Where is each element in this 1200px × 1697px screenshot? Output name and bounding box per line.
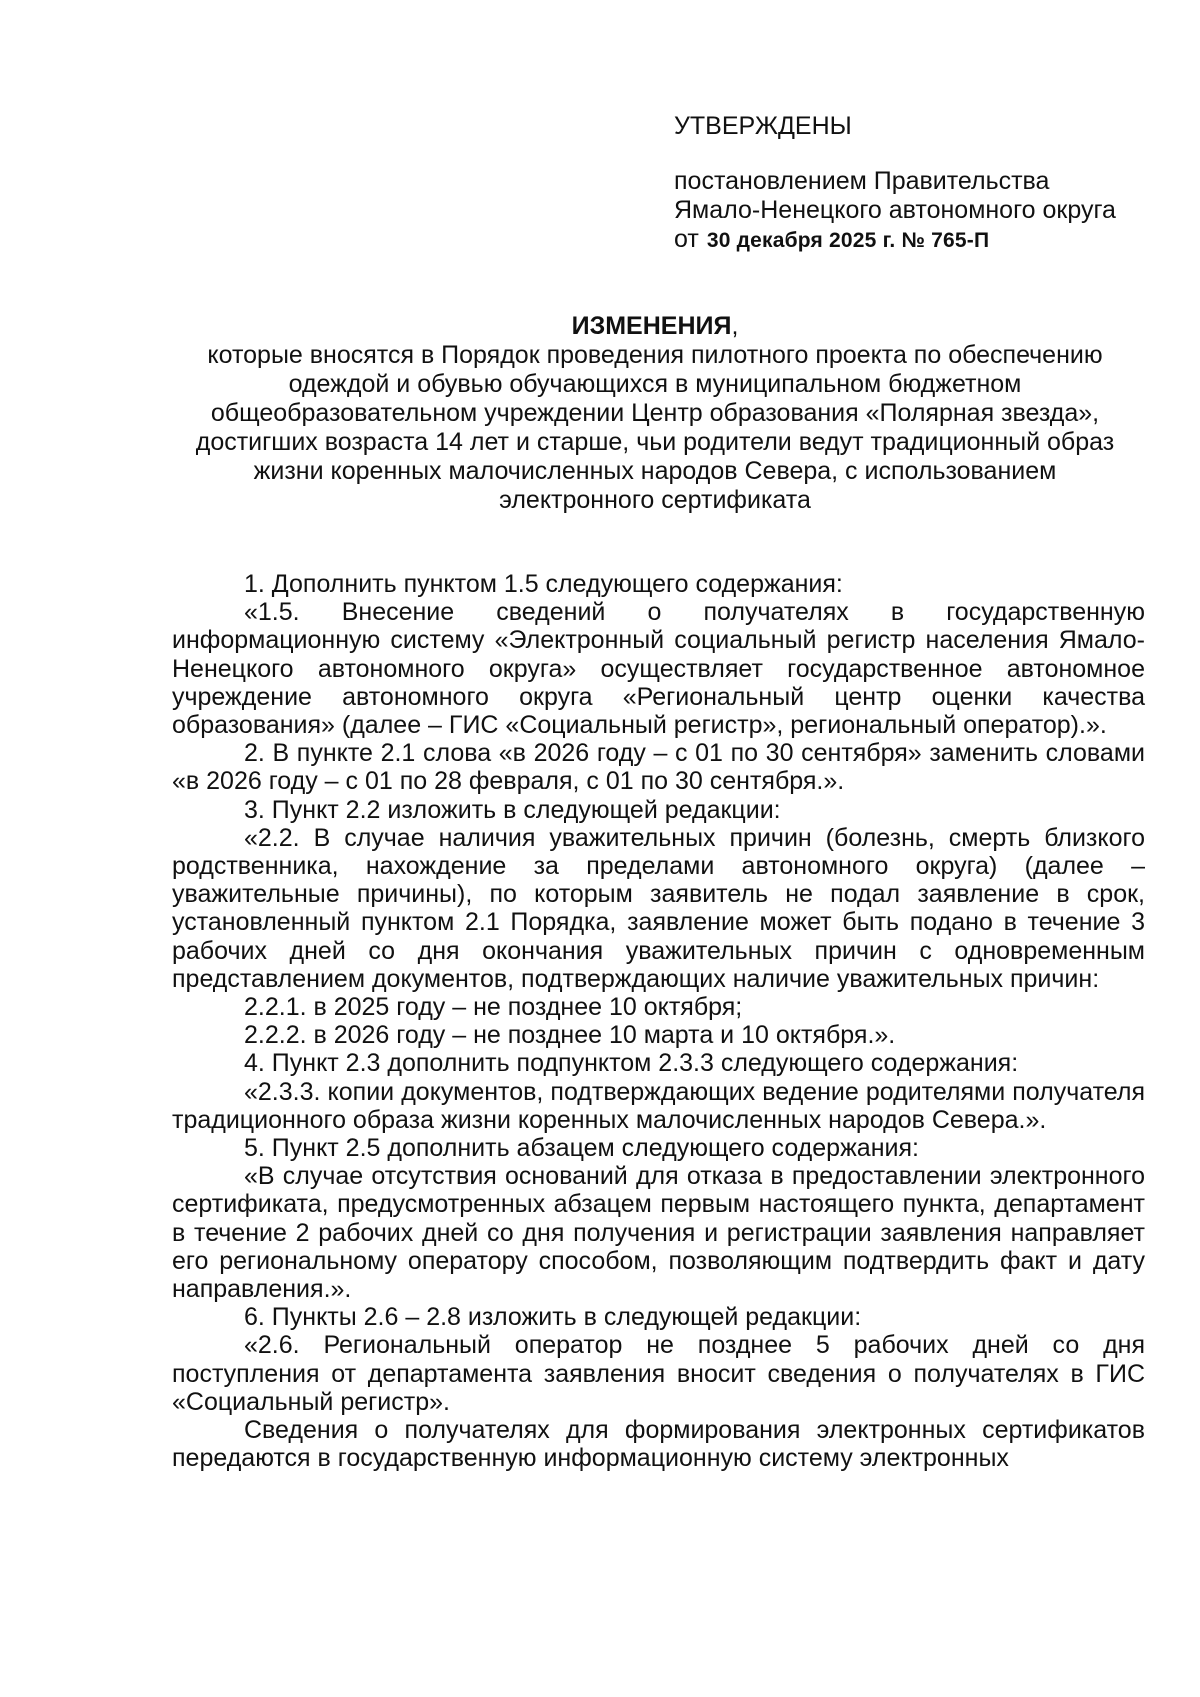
title-line: одеждой и обувью обучающихся в муниципальном бюджетном bbox=[288, 370, 1022, 398]
paragraph: 5. Пункт 2.5 дополнить абзацем следующего содержания: bbox=[244, 1134, 919, 1163]
title-line: достигших возраста 14 лет и старше, чьи родители ведут традиционный образ bbox=[195, 428, 1115, 456]
paragraph: «В случае отсутствия оснований для отказа в предоставлении электронного сертификата, предусмотренных абзацем первым настоящего пункта, департамент в течение 2 рабочих дней со дня получения и регистрации заявления направляет его региональному оператору способом, позволяющим подтвердить факт и дату направления.». bbox=[172, 1162, 1145, 1304]
paragraph: 1. Дополнить пунктом 1.5 следующего содержания: bbox=[244, 570, 843, 598]
paragraph: 4. Пункт 2.3 дополнить подпунктом 2.3.3 следующего содержания: bbox=[244, 1049, 1019, 1078]
title-line: общеобразовательном учреждении Центр образования «Полярная звезда», bbox=[210, 399, 1100, 427]
paragraph: 2. В пункте 2.1 слова «в 2026 году – с 01 по 30 сентября» заменить словами «в 2026 году – с 01 по 28 февраля, с 01 по 30 сентября.». bbox=[172, 739, 1145, 796]
title-heading-line bbox=[160, 312, 1150, 341]
approval-from: от bbox=[674, 225, 699, 253]
title-line: электронного сертификата bbox=[499, 486, 811, 514]
title-comma: , bbox=[731, 312, 739, 340]
paragraph: «2.6. Региональный оператор не позднее 5 рабочих дней со дня поступления от департамента заявления вносит сведения о получателях в ГИС «Социальный регистр». bbox=[172, 1331, 1145, 1416]
paragraph: «2.3.3. копии документов, подтверждающих ведение родителями получателя традиционного образа жизни коренных малочисленных народов Севера.». bbox=[172, 1077, 1145, 1134]
document-body bbox=[172, 570, 1145, 1473]
paragraph: 3. Пункт 2.2 изложить в следующей редакции: bbox=[244, 795, 781, 824]
approval-date-line bbox=[674, 225, 1154, 255]
approval-line-1: постановлением Правительства bbox=[674, 167, 1050, 195]
approval-stamp bbox=[674, 112, 1154, 255]
approval-line-2: Ямало-Ненецкого автономного округа bbox=[674, 196, 1116, 224]
approval-label: УТВЕРЖДЕНЫ bbox=[674, 112, 852, 140]
document-title bbox=[160, 312, 1150, 515]
approval-date-number: 30 декабря 2025 г. № 765-П bbox=[706, 229, 990, 252]
paragraph: «1.5. Внесение сведений о получателях в государственную информационную систему «Электронный социальный регистр населения Ямало-Ненецкого автономного округа» осуществляет государственное автономное учреждение автономного округа «Региональный центр оценки качества образования» (далее – ГИС «Социальный регистр», региональный оператор).». bbox=[172, 598, 1145, 740]
title-line: которые вносятся в Порядок проведения пилотного проекта по обеспечению bbox=[207, 341, 1103, 369]
paragraph: «2.2. В случае наличия уважительных причин (болезнь, смерть близкого родственника, нахождение за пределами автономного округа) (далее – уважительные причины), по которым заявитель не подал заявление в срок, установленный пунктом 2.1 Порядка, заявление может быть подано в течение 3 рабочих дней со дня окончания уважительных причин с одновременным представлением документов, подтверждающих наличие уважительных причин: bbox=[172, 823, 1145, 993]
title-line: жизни коренных малочисленных народов Севера, с использованием bbox=[253, 457, 1057, 485]
paragraph: 2.2.2. в 2026 году – не позднее 10 марта и 10 октября.». bbox=[244, 1021, 896, 1050]
title-heading: ИЗМЕНЕНИЯ bbox=[571, 312, 732, 340]
paragraph: 6. Пункты 2.6 – 2.8 изложить в следующей редакции: bbox=[244, 1303, 862, 1332]
paragraph: Сведения о получателях для формирования электронных сертификатов передаются в государственную информационную систему электронных bbox=[172, 1416, 1145, 1473]
paragraph: 2.2.1. в 2025 году – не позднее 10 октября; bbox=[244, 993, 743, 1022]
